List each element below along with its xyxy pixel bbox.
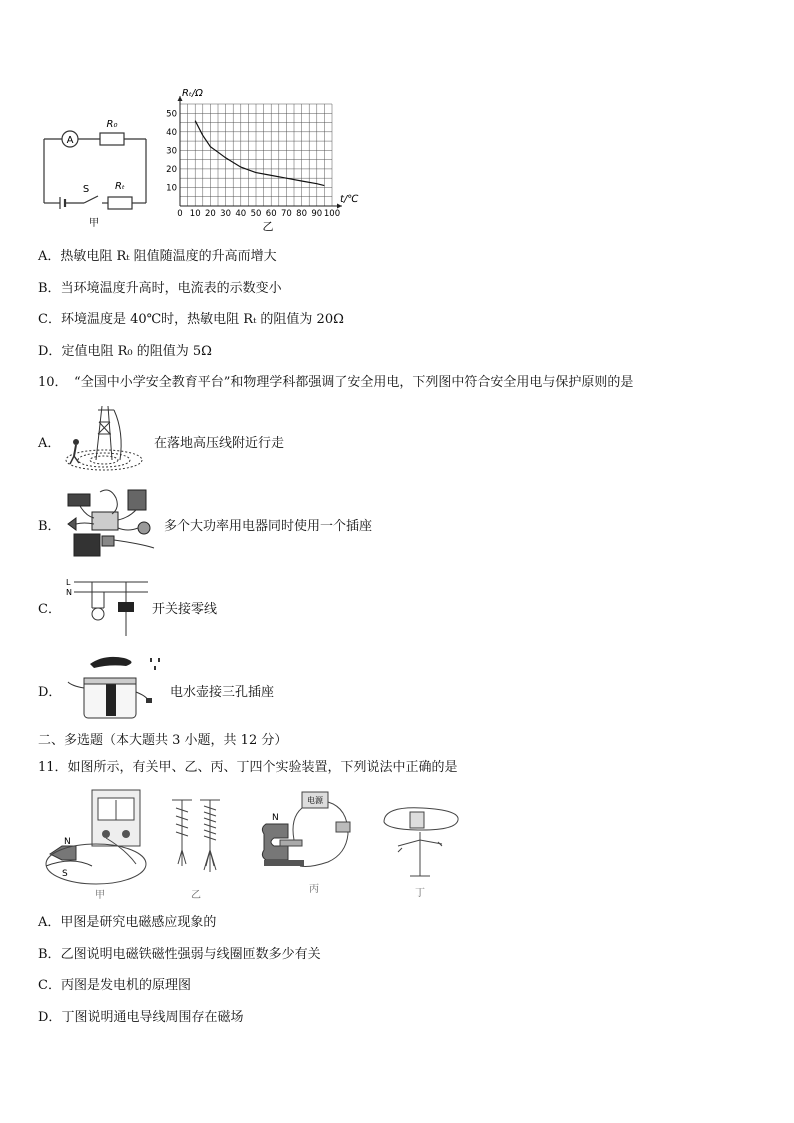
jia-n-label: N — [64, 837, 71, 847]
q10-option-d-text: 电水壶接三孔插座 — [170, 685, 275, 700]
option-text: 当环境温度升高时，电流表的示数变小 — [60, 281, 282, 296]
electric-kettle-illustration — [64, 652, 168, 722]
y-tick-label: 50 — [166, 109, 177, 120]
option-letter: A． — [38, 249, 61, 264]
q11-option-a — [38, 915, 216, 931]
option-letter: C． — [38, 312, 61, 327]
q11-option-c — [38, 978, 191, 994]
section-heading: 二、多选题（本大题共 3 小题，共 12 分） — [38, 733, 288, 748]
x-tick-label: 30 — [220, 209, 232, 219]
switch-label: S — [82, 184, 90, 195]
circuit-caption: 甲 — [89, 218, 99, 229]
q10-option-b-text: 多个大功率用电器同时使用一个插座 — [164, 519, 373, 534]
q10-stem: 10． “全国中小学安全教育平台”和物理学科都强调了安全用电，下列图中符合安全用电与保护原则的是 — [38, 375, 634, 390]
jia-s-label: S — [62, 869, 68, 879]
chart-ylabel: Rₜ/Ω — [182, 88, 203, 99]
q9-option-a — [38, 249, 277, 265]
chart-grid — [180, 104, 332, 206]
q9-option-b — [38, 281, 282, 297]
option-letter: D． — [38, 1010, 62, 1025]
option-letter: A． — [38, 915, 61, 930]
q9-option-d — [38, 344, 212, 360]
x-tick-label: 90 — [311, 209, 323, 219]
option-text: 甲图是研究电磁感应现象的 — [60, 915, 217, 930]
series-line — [195, 121, 324, 186]
option-text: 乙图说明电磁铁磁性强弱与线圈匝数多少有关 — [60, 947, 321, 962]
q10-option-a-letter: A． — [38, 436, 61, 451]
q10-option-d-letter: D． — [38, 685, 62, 700]
q11-caption-ding: 丁 — [415, 888, 425, 899]
r0-label: R₀ — [106, 119, 118, 130]
option-letter: D． — [38, 344, 62, 359]
chart-caption: 乙 — [262, 220, 274, 233]
option-letter: B． — [38, 947, 61, 962]
rt-label: Rₜ — [115, 181, 125, 192]
option-text: 热敏电阻 Rₜ 阻值随温度的升高而增大 — [60, 249, 277, 264]
option-letter: C． — [38, 978, 61, 993]
q11-figure-ding-oersted — [376, 796, 466, 902]
q11-caption-jia: 甲 — [95, 890, 105, 901]
option-letter: B． — [38, 281, 61, 296]
q11-stem: 11．如图所示，有关甲、乙、丙、丁四个实验装置，下列说法中正确的是 — [38, 760, 458, 775]
bing-n-label: N — [272, 813, 279, 823]
q11-caption-bing: 丙 — [309, 884, 319, 895]
x-tick-label: 10 — [189, 209, 201, 219]
y-tick-label: 30 — [166, 146, 177, 157]
q10-option-c-letter: C． — [38, 602, 61, 617]
ammeter-label: A — [66, 135, 74, 146]
x-tick-label: 40 — [235, 209, 247, 219]
q11-option-b — [38, 947, 321, 963]
q10-option-b-letter: B． — [38, 519, 61, 534]
rt-temperature-chart — [162, 84, 368, 236]
x-tick-label: 100 — [323, 209, 341, 219]
chart-tick-labels — [166, 109, 340, 219]
q11-option-d — [38, 1010, 243, 1026]
option-text: 丙图是发电机的原理图 — [60, 978, 191, 993]
x-tick-label: 0 — [177, 209, 183, 219]
q11-figure-bing-motor — [250, 788, 368, 902]
y-tick-label: 40 — [166, 127, 177, 138]
chart-series — [195, 121, 324, 186]
x-tick-label: 50 — [250, 209, 262, 219]
x-tick-label: 80 — [296, 209, 308, 219]
option-text: 丁图说明通电导线周围存在磁场 — [61, 1010, 244, 1025]
q11-figure-yi-electromagnets — [166, 790, 228, 902]
high-voltage-line-illustration — [62, 402, 152, 474]
y-tick-label: 20 — [166, 164, 177, 175]
x-tick-label: 60 — [265, 209, 277, 219]
option-text: 环境温度是 40℃时，热敏电阻 Rₜ 的阻值为 20Ω — [60, 312, 344, 327]
q10-option-c-text: 开关接零线 — [152, 602, 218, 617]
option-text: 定值电阻 R₀ 的阻值为 5Ω — [61, 344, 212, 359]
bing-power-label: 电源 — [307, 796, 323, 805]
q9-option-c — [38, 312, 344, 328]
chart-xlabel: t/℃ — [340, 194, 359, 205]
chart-axes — [178, 96, 343, 209]
power-strip-appliances-illustration — [62, 484, 162, 560]
y-tick-label: 10 — [166, 183, 177, 194]
q11-caption-yi: 乙 — [191, 890, 201, 901]
q11-figure-jia-galvanometer — [36, 786, 148, 902]
x-tick-label: 20 — [204, 209, 216, 219]
x-tick-label: 70 — [280, 209, 292, 219]
wire-label-l: L — [66, 578, 71, 587]
switch-on-neutral-wiring-illustration — [64, 576, 150, 640]
circuit-diagram — [36, 100, 154, 232]
wire-label-n: N — [66, 588, 72, 597]
q10-option-a-text: 在落地高压线附近行走 — [154, 436, 285, 451]
